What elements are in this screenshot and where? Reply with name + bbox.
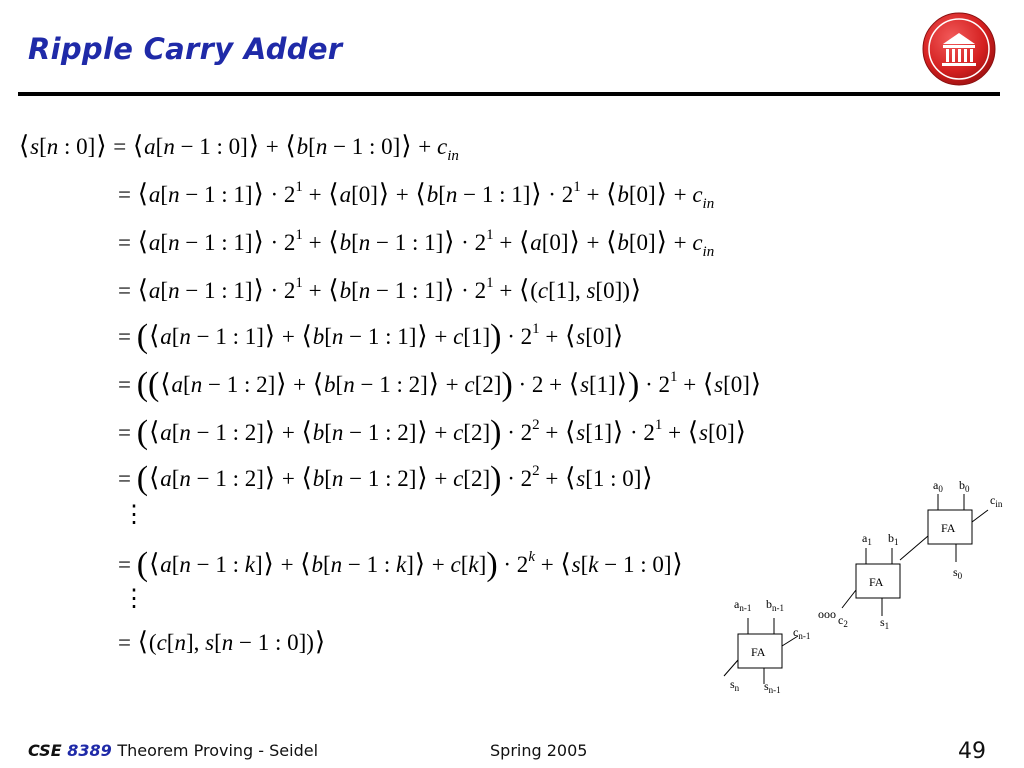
c2-label: $c_2$ [838,613,848,629]
equation-row-3: = ⟨a[n − 1 : 1]⟩ · $2^1$ + ⟨b[n − 1 : 1]⟩ · $2^1$ + ⟨(c[1], s[0])⟩ [118,275,642,305]
fa1-label: FA [869,575,884,589]
a1-label: $a_1$ [862,531,872,547]
footer-subject: Theorem Proving - Seidel [117,741,319,760]
an1-label: $a_{n-1}$ [734,597,752,613]
equation-row-4: = (⟨a[n − 1 : 1]⟩ + ⟨b[n − 1 : 1]⟩ + $c[1]) \cdot 2^1$ + ⟨s[0]⟩ [118,318,624,355]
equation-row-2: = ⟨a[n − 1 : 1]⟩ · $2^1$ + ⟨b[n − 1 : 1]⟩ · $2^1$ + ⟨a[0]⟩ + ⟨b[0]⟩ + $c_{in}$ [118,227,715,260]
b0-label: $b_0$ [959,478,970,494]
continuation-dots: ooo [818,607,836,621]
footer-date: Spring 2005 [490,741,588,760]
sn1-label: $s_{n-1}$ [764,679,781,695]
page-number: 49 [958,739,986,764]
cin-label: $c_{in}$ [990,493,1003,509]
equation-row-9: = ⟨(c[n], s[n − 1 : 0])⟩ [118,627,326,657]
equation-row-1: = ⟨a[n − 1 : 1]⟩ · $2^1$ + ⟨a[0]⟩ + ⟨b[n − 1 : 1]⟩ · $2^1$ + ⟨b[0]⟩ + $c_{in}$ [118,179,715,212]
equation-row-8: = (⟨a[n − 1 : k]⟩ + ⟨b[n − 1 : k]⟩ + $c[k]) \cdot 2^k$ + ⟨s[k − 1 : 0]⟩ [118,546,683,583]
s0-label: $s_0$ [953,565,963,581]
footer-course-number: 8389 [67,741,112,760]
equation-row-5: = ((⟨a[n − 1 : 2]⟩ + ⟨b[n − 1 : 2]⟩ + c[2]) · 2 + ⟨s[1]⟩) · $2^1$ + ⟨s[0]⟩ [118,366,762,403]
slide-title: Ripple Carry Adder [28,32,343,66]
b1-label: $b_1$ [888,531,899,547]
vertical-ellipsis: ⋮ [122,502,146,528]
equation-row-7: = (⟨a[n − 1 : 2]⟩ + ⟨b[n − 1 : 2]⟩ + $c[2]) \cdot 2^2$ + ⟨s[1 : 0]⟩ [118,460,653,497]
ripple-carry-adder-diagram [720,470,1020,705]
footer-course-code: CSE [28,741,62,760]
vertical-ellipsis: ⋮ [122,586,146,612]
fan1-label: FA [751,645,766,659]
sn-label: $s_n$ [730,677,740,693]
s1-label: $s_1$ [880,615,890,631]
footer-course [28,741,318,760]
university-logo-icon [921,11,997,87]
equation-row-0: ⟨s[n : 0]⟩ = ⟨a[n − 1 : 0]⟩ + ⟨b[n − 1 : 0]⟩ + $c_{in}$ [19,131,459,164]
fa0-label: FA [941,521,956,535]
title-divider [18,92,1000,96]
bn1-label: $b_{n-1}$ [766,597,784,613]
equation-row-6: = (⟨a[n − 1 : 2]⟩ + ⟨b[n − 1 : 2]⟩ + $c[2]) \cdot 2^2$ + ⟨s[1]⟩ · $2^1$ + ⟨s[0]⟩ [118,414,746,451]
a0-label: $a_0$ [933,478,943,494]
cn1-label: $c_{n-1}$ [793,625,811,641]
